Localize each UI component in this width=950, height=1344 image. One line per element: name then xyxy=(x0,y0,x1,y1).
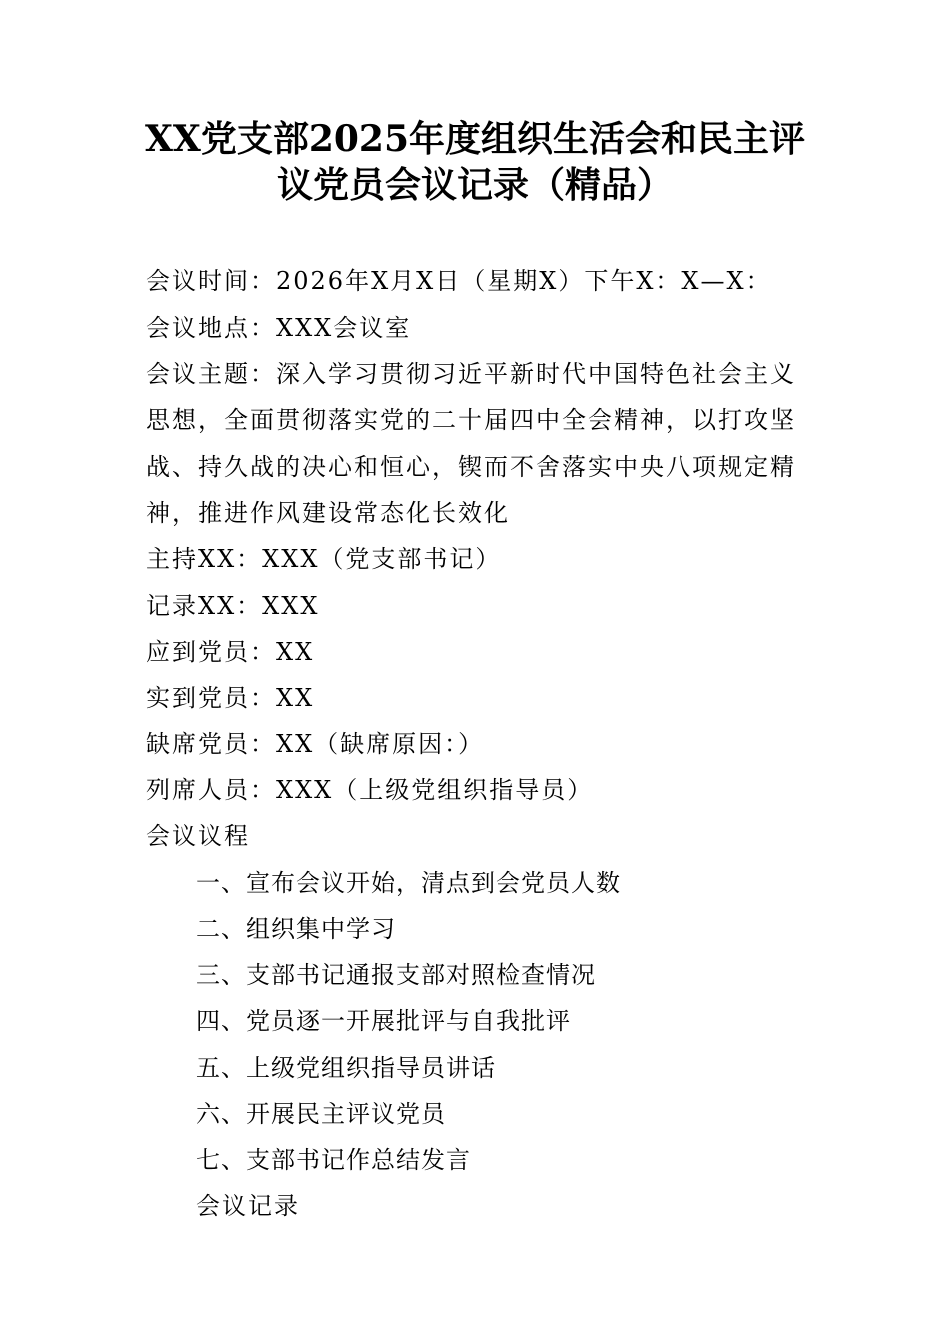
meeting-topic-line-1: 会议主题：深入学习贯彻习近平新时代中国特色社会主义 xyxy=(146,360,796,388)
agenda-item: 六、开展民主评议党员 xyxy=(196,1100,446,1128)
meeting-topic-line-3: 战、持久战的决心和恒心，锲而不舍落实中央八项规定精 xyxy=(146,453,796,481)
document-title-line-1: XX党支部2025年度组织生活会和民主评 xyxy=(144,118,806,160)
meeting-location: 会议地点：XXX会议室 xyxy=(146,314,412,342)
agenda-item: 七、支部书记作总结发言 xyxy=(196,1146,471,1174)
meeting-host: 主持XX：XXX（党支部书记） xyxy=(146,545,502,573)
agenda-item: 二、组织集中学习 xyxy=(196,915,396,943)
document-title-line-2: 议党员会议记录（精品） xyxy=(276,164,673,206)
agenda-item: 四、党员逐一开展批评与自我批评 xyxy=(196,1007,571,1035)
attendees: 列席人员：XXX（上级党组织指导员） xyxy=(146,776,594,804)
record-heading: 会议记录 xyxy=(196,1192,300,1220)
meeting-topic-line-4: 神，推进作风建设常态化长效化 xyxy=(146,499,510,527)
agenda-item: 一、宣布会议开始，清点到会党员人数 xyxy=(196,869,621,897)
actual-members: 实到党员：XX xyxy=(146,684,315,712)
meeting-recorder: 记录XX：XXX xyxy=(146,592,320,620)
agenda-item: 三、支部书记通报支部对照检查情况 xyxy=(196,961,596,989)
meeting-time: 会议时间：2026年X月X日（星期X）下午X：X—X： xyxy=(146,267,772,295)
meeting-topic-line-2: 思想，全面贯彻落实党的二十届四中全会精神，以打攻坚 xyxy=(146,406,796,434)
absent-members: 缺席党员：XX（缺席原因：） xyxy=(146,730,485,758)
agenda-item: 五、上级党组织指导员讲话 xyxy=(196,1054,496,1082)
agenda-heading: 会议议程 xyxy=(146,822,250,850)
expected-members: 应到党员：XX xyxy=(146,638,315,666)
